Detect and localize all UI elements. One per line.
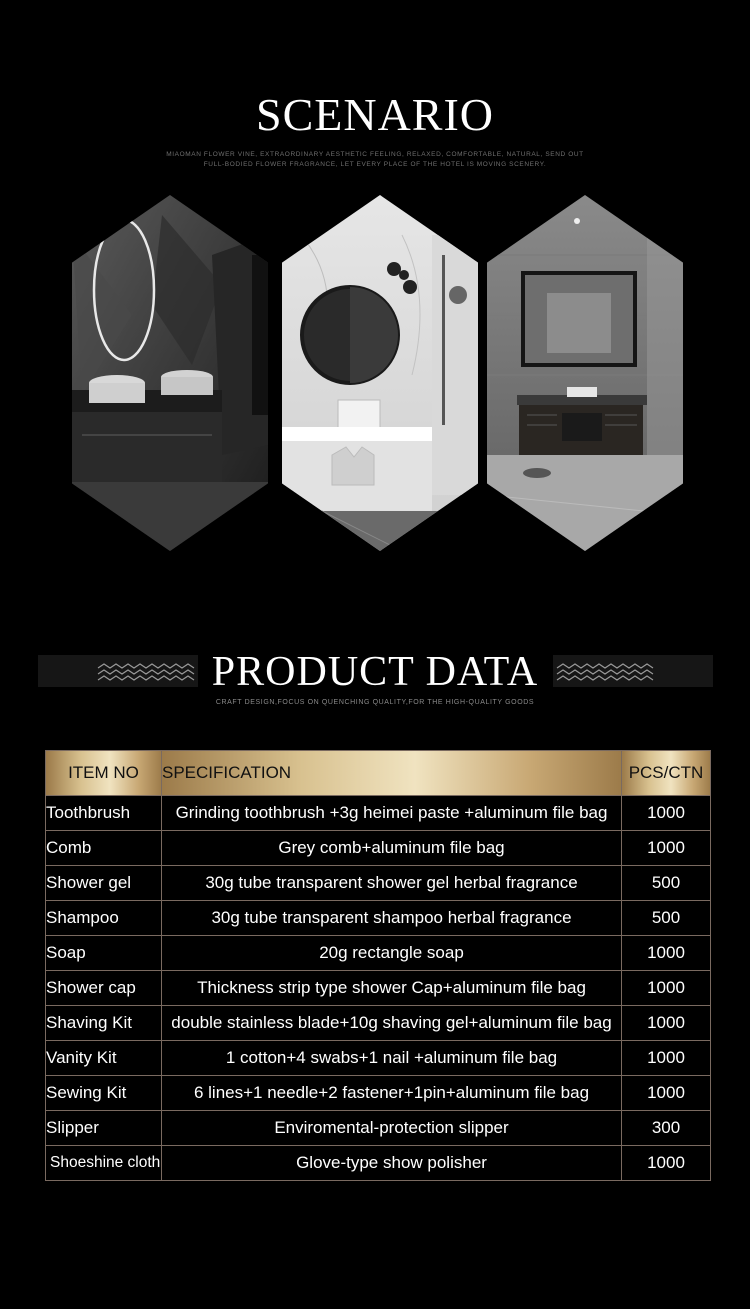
item-spec: 1 cotton+4 swabs+1 nail +aluminum file bag (162, 1041, 622, 1076)
scenario-gallery (0, 195, 750, 555)
table-row (46, 1076, 711, 1111)
item-qty: 1000 (622, 831, 711, 866)
table-row (46, 971, 711, 1006)
item-qty: 1000 (622, 1076, 711, 1111)
item-qty: 500 (622, 901, 711, 936)
table-row (46, 831, 711, 866)
product-data-left-ornament (38, 655, 198, 687)
item-spec: 6 lines+1 needle+2 fastener+1pin+aluminum file bag (162, 1076, 622, 1111)
table-row (46, 796, 711, 831)
product-data-title: PRODUCT DATA (211, 649, 539, 695)
product-data-right-ornament (553, 655, 713, 687)
item-name: Shoeshine cloth (46, 1146, 162, 1181)
table-header-row (46, 751, 711, 796)
item-qty: 1000 (622, 796, 711, 831)
item-spec: 30g tube transparent shampoo herbal fragrance (162, 901, 622, 936)
item-name: Shampoo (46, 901, 162, 936)
product-spec-table (45, 750, 711, 1181)
bathroom-photo-3 (487, 195, 683, 551)
table-row (46, 901, 711, 936)
item-spec: Enviromental-protection slipper (162, 1111, 622, 1146)
item-spec: Grinding toothbrush +3g heimei paste +aluminum file bag (162, 796, 622, 831)
bathroom-photo-2 (282, 195, 478, 551)
scenario-title: SCENARIO (255, 89, 495, 140)
item-spec: 20g rectangle soap (162, 936, 622, 971)
item-qty: 300 (622, 1111, 711, 1146)
scenario-subtitle-line1: MIAOMAN FLOWER VINE, EXTRAORDINARY AESTHETIC FEELING, RELAXED, COMFORTABLE, NATURAL, SEND OUT (166, 151, 584, 158)
table-row (46, 1041, 711, 1076)
item-name: Sewing Kit (46, 1076, 162, 1111)
table-row (46, 936, 711, 971)
scenario-subtitle-line2: FULL-BODIED FLOWER FRAGRANCE, LET EVERY PLACE OF THE HOTEL IS MOVING SCENERY. (203, 161, 547, 168)
item-qty: 1000 (622, 936, 711, 971)
item-spec: double stainless blade+10g shaving gel+aluminum file bag (162, 1006, 622, 1041)
header-pcs-ctn: PCS/CTN (622, 751, 711, 796)
item-name: Shaving Kit (46, 1006, 162, 1041)
item-qty: 500 (622, 866, 711, 901)
table-row (46, 1111, 711, 1146)
item-qty: 1000 (622, 971, 711, 1006)
item-spec: Glove-type show polisher (162, 1146, 622, 1181)
item-spec: 30g tube transparent shower gel herbal fragrance (162, 866, 622, 901)
header-specification: SPECIFICATION (162, 751, 622, 796)
bathroom-photo-1 (72, 195, 268, 551)
item-spec: Grey comb+aluminum file bag (162, 831, 622, 866)
header-item-no: ITEM NO (46, 751, 162, 796)
item-name: Shower gel (46, 866, 162, 901)
product-data-subtitle: CRAFT DESIGN,FOCUS ON QUENCHING QUALITY,FOR THE HIGH-QUALITY GOODS (215, 699, 535, 706)
item-name: Slipper (46, 1111, 162, 1146)
item-qty: 1000 (622, 1041, 711, 1076)
item-spec: Thickness strip type shower Cap+aluminum file bag (162, 971, 622, 1006)
table-row (46, 866, 711, 901)
scenario-subtitle (150, 150, 600, 170)
item-name: Toothbrush (46, 796, 162, 831)
table-row (46, 1006, 711, 1041)
item-name: Soap (46, 936, 162, 971)
item-name: Shower cap (46, 971, 162, 1006)
item-qty: 1000 (622, 1146, 711, 1181)
item-qty: 1000 (622, 1006, 711, 1041)
item-name: Vanity Kit (46, 1041, 162, 1076)
table-row (46, 1146, 711, 1181)
item-name: Comb (46, 831, 162, 866)
